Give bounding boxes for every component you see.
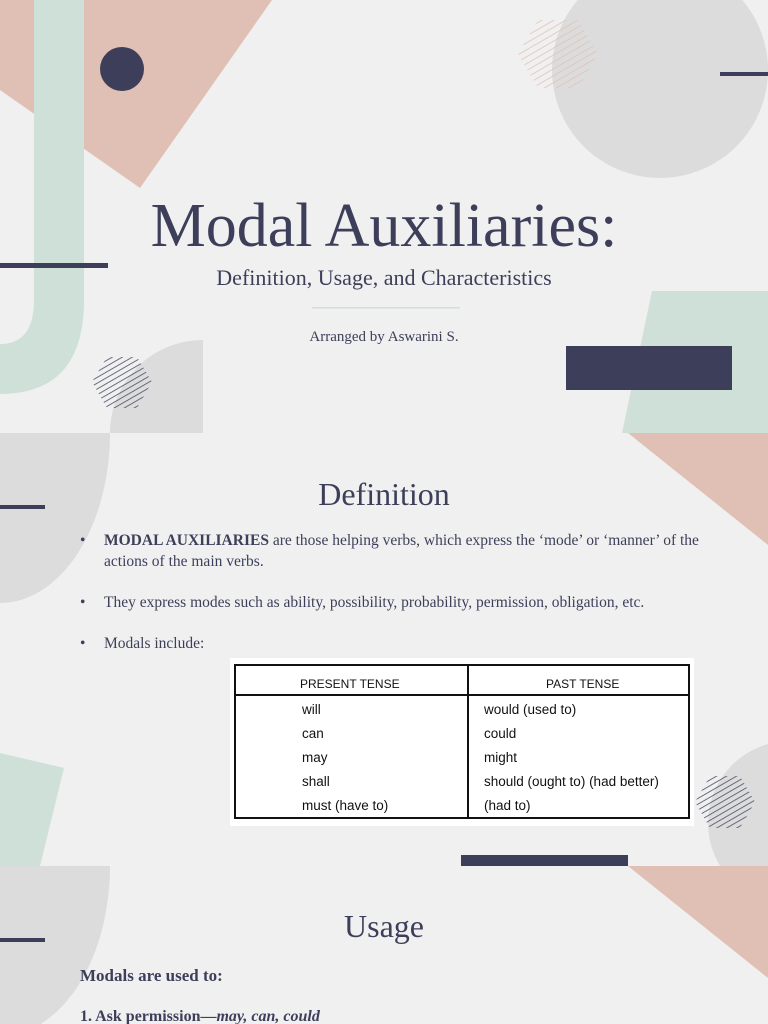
mint-shape-bottom-left [0,753,64,866]
bullet-bold-text: MODAL AUXILIARIES [104,532,269,549]
navy-rectangle [566,346,732,390]
subtitle-divider [312,307,460,309]
author-credit: Arranged by Aswarini S. [309,329,459,345]
table-cell: shall [302,774,330,789]
table-header-present: PRESENT TENSE [300,677,400,691]
usage-heading: Usage [344,908,424,944]
title-slide [0,0,768,433]
navy-bar-bottom [461,855,628,866]
usage-item-1 [80,1008,320,1024]
table-cell: can [302,726,324,741]
bullet-text: are those helping verbs, which express the ‘mode’ or ‘manner’ of the actions of the main verbs. [104,532,699,570]
bullet-item [80,530,710,572]
table-frame [234,664,690,819]
definition-heading: Definition [318,476,450,512]
definition-slide [0,433,768,866]
table-cell: could [484,726,517,741]
usage-item-prefix: 1. Ask permission— [80,1008,217,1024]
bullet-item [80,633,710,654]
table-cell: will [302,702,321,717]
table-header-past: PAST TENSE [546,677,620,691]
table-cell: might [484,750,518,765]
usage-slide [0,866,768,1024]
table-cell: must (have to) [302,798,389,813]
navy-line-top-right [720,72,768,76]
bullet-text: They express modes such as ability, possibility, probability, permission, obligation, etc. [104,594,645,611]
usage-item-modals: may, can, could [216,1008,320,1024]
definition-bullet-list [80,530,710,674]
table-cell: should (ought to) (had better) [484,774,659,789]
bullet-item [80,592,710,613]
table-cell: would (used to) [484,702,577,717]
page-subtitle: Definition, Usage, and Characteristics [216,265,552,290]
bullet-text: Modals include: [104,635,205,652]
usage-lead-text: Modals are used to: [80,966,223,985]
page-title: Modal Auxiliaries: [150,192,618,260]
table-cell: may [302,750,328,765]
table-cell: (had to) [484,798,531,813]
navy-dot-shape [100,47,144,91]
grey-circle-shape [552,0,768,178]
modals-table-image [230,658,694,826]
